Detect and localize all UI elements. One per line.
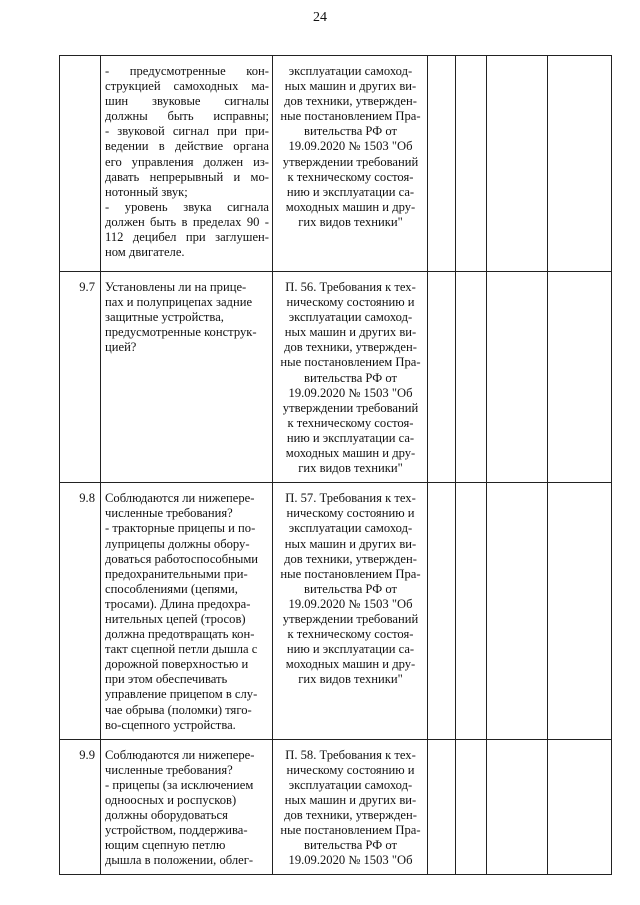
question-line: давать непрерывный и мо- [105,169,269,184]
legal-reference-cell [273,739,428,875]
reference-line: моходных машин и дру- [285,446,416,461]
legal-reference-cell [273,56,428,272]
question-line: должны оборудоваться [105,808,228,823]
reference-line: ных машин и других ви- [284,79,417,94]
reference-line: эксплуатации самоход- [288,310,413,325]
reference-line: П. 56. Требования к тех- [285,280,416,294]
answer-cell-na [487,272,548,483]
question-line: численные требования? [105,506,233,521]
reference-line: ные постановлением Пра- [280,355,421,370]
answer-cell-yes [428,739,456,875]
question-line: одноосных и роспусков) [105,793,237,807]
reference-line: моходных машин и дру- [285,199,416,214]
answer-cell-na [487,483,548,740]
reference-line: вительства РФ от [304,370,397,385]
reference-line: П. 58. Требования к тех- [285,747,416,762]
question-line: устройством, поддержива- [105,823,248,838]
question-line: Соблюдаются ли нижепере- [105,491,255,506]
question-line: Установлены ли на прице- [105,280,247,294]
question-line: шин звуковые сигналы [105,94,269,109]
note-cell [548,272,612,483]
answer-cell-yes [428,56,456,272]
note-cell [548,739,612,875]
reference-line: эксплуатации самоход- [288,521,413,536]
question-line: во-сцепного устройства. [105,717,236,732]
reference-line: нию и эксплуатации са- [286,184,415,199]
question-line: ющим сцепную петлю [105,838,226,853]
question-line: должна предотвращать кон- [105,627,255,642]
reference-line: дов техники, утвержден- [284,340,417,355]
item-number: 9.7 [60,272,101,483]
reference-line: ных машин и других ви- [284,793,417,807]
question-cell [101,56,273,272]
reference-line: эксплуатации самоход- [288,64,413,78]
question-line: цией? [105,340,137,355]
reference-line: гих видов техники" [298,672,403,687]
reference-line: гих видов техники" [298,461,403,476]
question-line: такт сцепной петли дышла с [105,642,258,657]
question-line: тросами). Длина предохра- [105,596,251,611]
item-number [60,56,101,272]
reference-line: ническому состоянию и [286,506,415,521]
question-line: должны быть исправны; [105,109,269,124]
answer-cell-no [456,739,487,875]
reference-line: утверждении требований [282,154,419,169]
question-cell [101,272,273,483]
reference-line: вительства РФ от [304,581,397,596]
reference-line: дов техники, утвержден- [284,94,417,109]
question-line: чае обрыва (поломки) тяго- [105,702,252,717]
question-line: дышла в положении, облег- [105,853,254,868]
answer-cell-na [487,739,548,875]
reference-line: П. 57. Требования к тех- [285,491,416,506]
reference-line: нию и эксплуатации са- [286,642,415,657]
question-line: численные требования? [105,762,233,777]
question-line: - уровень звука сигнала [105,199,269,214]
reference-line: к техническому состоя- [287,627,414,642]
answer-cell-na [487,56,548,272]
note-cell [548,483,612,740]
question-line: нотонный звук; [105,184,188,199]
question-line: ведении в действие органа [105,139,269,154]
reference-line: вительства РФ от [304,124,397,139]
question-line: нительных цепей (тросов) [105,611,246,626]
question-line: дорожной поверхностью и [105,657,249,672]
reference-line: утверждении требований [282,611,419,626]
question-line: при этом обеспечивать [105,672,228,687]
table-row [60,483,612,740]
requirements-table [59,55,612,875]
reference-line: вительства РФ от [304,838,397,853]
question-cell [101,739,273,875]
question-line: - прицепы (за исключением [105,777,254,792]
question-line: защитные устройства, [105,310,224,325]
question-line: - тракторные прицепы и по- [105,521,256,536]
legal-reference-cell [273,483,428,740]
reference-line: ническому состоянию и [286,295,415,310]
page-number: 24 [313,10,327,25]
question-line: доваться работоспособными [105,551,259,566]
reference-line: ные постановлением Пра- [280,823,421,838]
question-line: 112 децибел при заглушен- [105,230,269,245]
answer-cell-yes [428,272,456,483]
reference-line: ных машин и других ви- [284,325,417,340]
reference-line: гих видов техники" [298,214,403,229]
item-number: 9.8 [60,483,101,740]
question-line: Соблюдаются ли нижепере- [105,747,255,762]
question-line: струкцией самоходных ма- [105,79,269,94]
reference-line: эксплуатации самоход- [288,777,413,792]
question-line: - звуковой сигнал при при- [105,124,269,139]
reference-line: к техническому состоя- [287,169,414,184]
question-cell [101,483,273,740]
reference-line: 19.09.2020 № 1503 "Об [288,853,413,868]
legal-reference-cell [273,272,428,483]
question-line: его управления должен из- [105,154,269,169]
question-line: способлениями (цепями, [105,581,238,596]
question-line: луприцепы должны обору- [105,536,250,551]
question-line: должен быть в пределах 90 - [105,214,269,229]
reference-line: 19.09.2020 № 1503 "Об [288,385,413,400]
reference-line: дов техники, утвержден- [284,808,417,823]
reference-line: ные постановлением Пра- [280,566,421,581]
answer-cell-yes [428,483,456,740]
reference-line: 19.09.2020 № 1503 "Об [288,596,413,611]
question-line: - предусмотренные кон- [105,64,269,78]
question-line: пах и полуприцепах задние [105,295,253,310]
reference-line: моходных машин и дру- [285,657,416,672]
question-line: ном двигателе. [105,245,185,260]
reference-line: дов техники, утвержден- [284,551,417,566]
question-line: предусмотренные конструк- [105,325,257,340]
note-cell [548,56,612,272]
answer-cell-no [456,56,487,272]
item-number: 9.9 [60,739,101,875]
reference-line: нию и эксплуатации са- [286,430,415,445]
question-line: управление прицепом в слу- [105,687,258,702]
reference-line: 19.09.2020 № 1503 "Об [288,139,413,154]
answer-cell-no [456,272,487,483]
reference-line: утверждении требований [282,400,419,415]
reference-line: ных машин и других ви- [284,536,417,551]
reference-line: ническому состоянию и [286,762,415,777]
reference-line: к техническому состоя- [287,415,414,430]
table-row [60,56,612,272]
question-line: предохранительными при- [105,566,248,581]
table-row [60,739,612,875]
table-row [60,272,612,483]
answer-cell-no [456,483,487,740]
reference-line: ные постановлением Пра- [280,109,421,124]
